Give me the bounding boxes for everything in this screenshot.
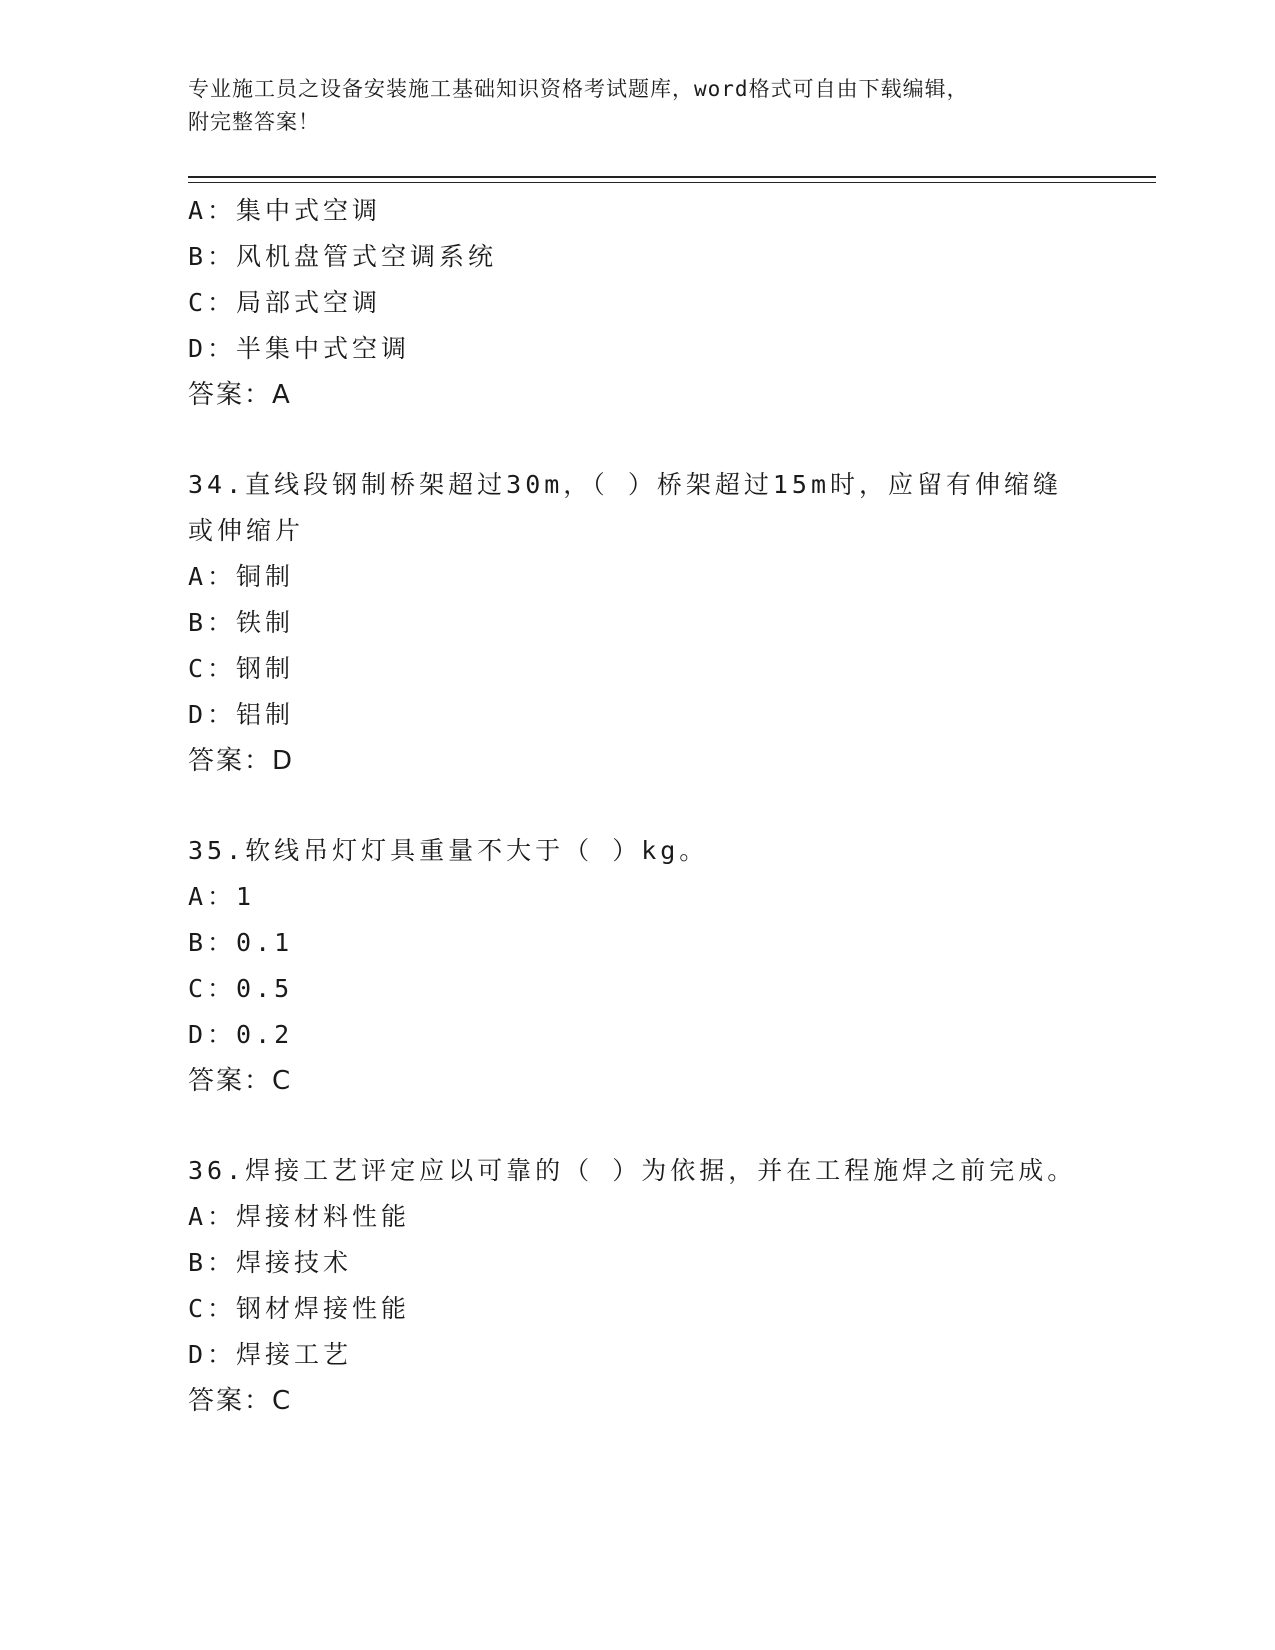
question-stem: 35.软线吊灯灯具重量不大于（ ）kg。	[188, 836, 709, 865]
question-block-34	[188, 462, 1108, 784]
answer-line: 答案：A	[188, 380, 292, 410]
option-a: A：集中式空调	[188, 196, 382, 225]
option-a: A：铜制	[188, 562, 295, 591]
answer-line: 答案：D	[188, 746, 295, 776]
option-d: D：焊接工艺	[188, 1340, 353, 1369]
option-d: D：0.2	[188, 1020, 294, 1049]
option-b: B：风机盘管式空调系统	[188, 242, 498, 271]
option-c: C：钢材焊接性能	[188, 1294, 411, 1323]
answer-line: 答案：C	[188, 1066, 293, 1096]
answer-line: 答案：C	[188, 1386, 293, 1416]
block-spacer	[188, 418, 1108, 462]
question-block-33	[188, 188, 1108, 418]
option-a: A：焊接材料性能	[188, 1202, 411, 1231]
option-a: A：1	[188, 882, 256, 911]
block-spacer	[188, 784, 1108, 828]
option-c: C：钢制	[188, 654, 295, 683]
header-line-2: 附完整答案！	[188, 110, 320, 134]
question-list	[188, 188, 1108, 1424]
document-header	[188, 73, 1088, 139]
option-d: D：半集中式空调	[188, 334, 411, 363]
option-d: D：铝制	[188, 700, 295, 729]
header-rule-thick	[188, 176, 1156, 178]
option-b: B：铁制	[188, 608, 295, 637]
option-c: C：0.5	[188, 974, 294, 1003]
header-rule-thin	[188, 182, 1156, 183]
option-b: B：焊接技术	[188, 1248, 353, 1277]
question-stem: 36.焊接工艺评定应以可靠的（ ）为依据，并在工程施焊之前完成。	[188, 1156, 1077, 1185]
question-block-36	[188, 1148, 1108, 1424]
option-c: C：局部式空调	[188, 288, 382, 317]
question-stem: 34.直线段钢制桥架超过30m，（ ）桥架超过15m时，应留有伸缩缝或伸缩片	[188, 470, 1063, 545]
header-line-1: 专业施工员之设备安装施工基础知识资格考试题库，word格式可自由下载编辑，	[188, 77, 969, 101]
option-b: B：0.1	[188, 928, 294, 957]
block-spacer	[188, 1104, 1108, 1148]
question-block-35	[188, 828, 1108, 1104]
